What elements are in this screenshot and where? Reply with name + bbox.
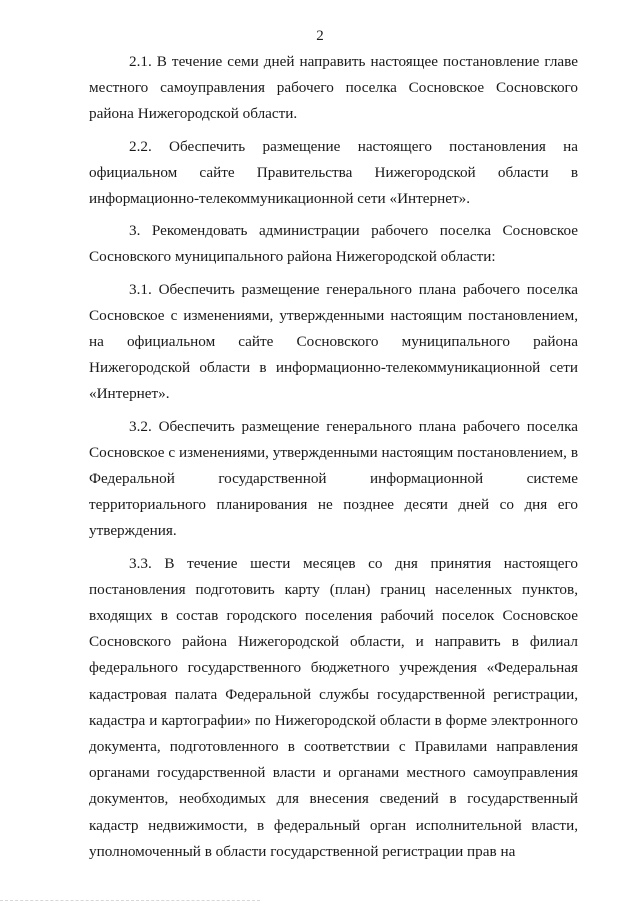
page-number: 2 bbox=[316, 28, 324, 44]
paragraph-2-2: 2.2. Обеспечить размещение настоящего постановления на официальном сайте Правительства Нижегородской области в информационно-телекоммуникационной сети «Интернет». bbox=[89, 137, 578, 208]
document-body bbox=[89, 49, 578, 865]
paragraph-2-1: 2.1. В течение семи дней направить настоящее постановление главе местного самоуправления рабочего поселка Сосновское Сосновского района Нижегородской области. bbox=[89, 53, 578, 123]
scan-artifact-line bbox=[0, 900, 260, 905]
paragraph-3-2: 3.2. Обеспечить размещение генерального плана рабочего поселка Сосновское с изменениями, утвержденными настоящим постановлением, в Федеральной государственной информационной системе территориального планирования не позднее десяти дней со дня его утверждения. bbox=[89, 417, 578, 540]
paragraph-3-3: 3.3. В течение шести месяцев со дня принятия настоящего постановления подготовить карту (план) границ населенных пунктов, входящих в состав городского поселения рабочий поселок Сосновское Сосновского района Нижегородской области, и направить в филиал федерального государственного бюджетного учреждения «Федеральная кадастровая палата Федеральной службы государственной регистрации, кадастра и картографии» по Нижегородской области в форме электронного документа, подготовленного в соответствии с Правилами направления органами государственной власти и органами местного самоуправления документов, необходимых для внесения сведений в государственный кадастр недвижимости, в федеральный орган исполнительной власти, уполномоченный в области государственной регистрации прав на bbox=[89, 554, 578, 860]
paragraph-3-1: 3.1. Обеспечить размещение генерального плана рабочего поселка Сосновское с изменениями, утвержденными настоящим постановлением, на официальном сайте Сосновского муниципального района Нижегородской области в информационно-телекоммуникационной сети «Интернет». bbox=[89, 280, 578, 403]
paragraph-3: 3. Рекомендовать администрации рабочего поселка Сосновское Сосновского муниципального района Нижегородской области: bbox=[89, 222, 578, 266]
